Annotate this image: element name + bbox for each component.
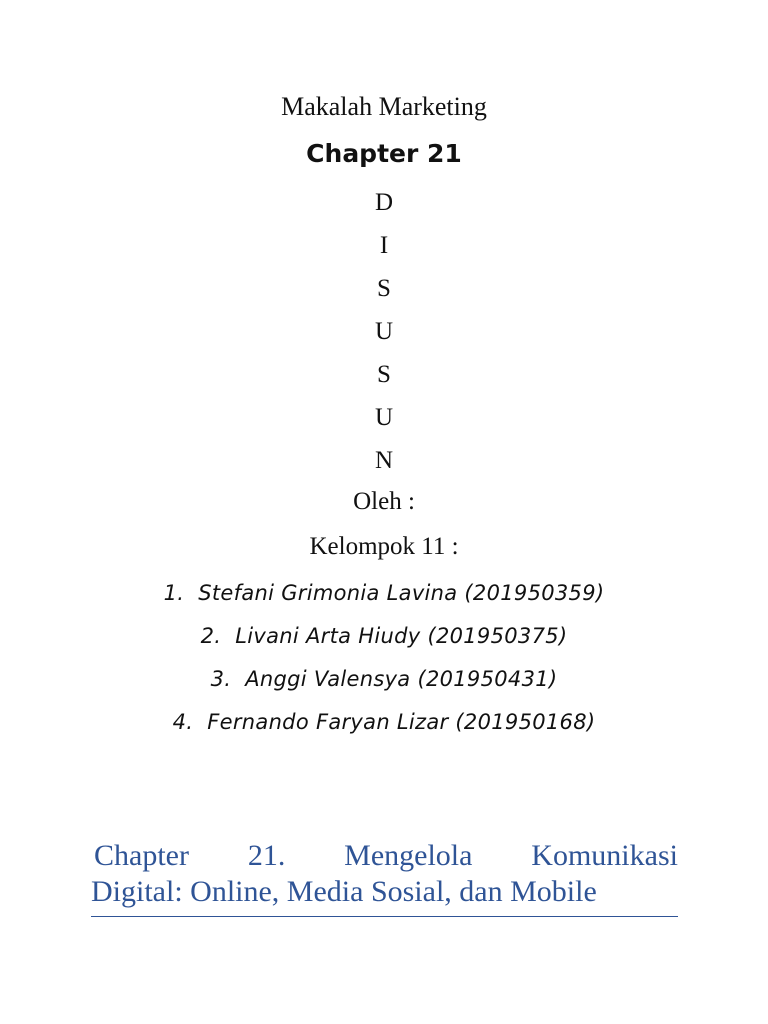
disusun-letter: S [377,361,391,388]
member-name: Fernando Faryan Lizar (201950168) [207,710,596,734]
member-name: Stefani Grimonia Lavina (201950359) [198,581,605,605]
list-number: 2. [200,624,222,648]
section-heading [91,838,678,917]
heading-word: Komunikasi [531,839,678,872]
chapter-heading: Chapter 21 [306,139,462,168]
list-number: 3. [210,667,232,691]
section-heading-line1 [91,838,678,874]
list-number: 1. [163,581,185,605]
member-list [0,578,768,750]
member-name: Anggi Valensya (201950431) [245,667,558,691]
disusun-letter: U [374,404,394,431]
heading-word: Chapter [94,839,189,872]
heading-word: Mengelola [344,839,473,872]
member-name: Livani Arta Hiudy (201950375) [235,624,568,648]
oleh-label: Oleh : [353,488,415,515]
disusun-letter: U [374,318,394,345]
kelompok-label: Kelompok 11 : [309,533,459,560]
list-number: 4. [172,710,194,734]
heading-word: 21. [247,839,286,872]
disusun-letter: S [377,275,391,302]
list-item [0,707,768,750]
list-item [0,578,768,621]
document-title: Makalah Marketing [281,92,487,121]
disusun-letter: N [374,447,394,474]
disusun-letter: I [379,232,389,259]
section-heading-line2: Digital: Online, Media Sosial, dan Mobile [91,875,597,908]
disusun-letter: D [374,189,394,216]
list-item [0,621,768,664]
list-item [0,664,768,707]
